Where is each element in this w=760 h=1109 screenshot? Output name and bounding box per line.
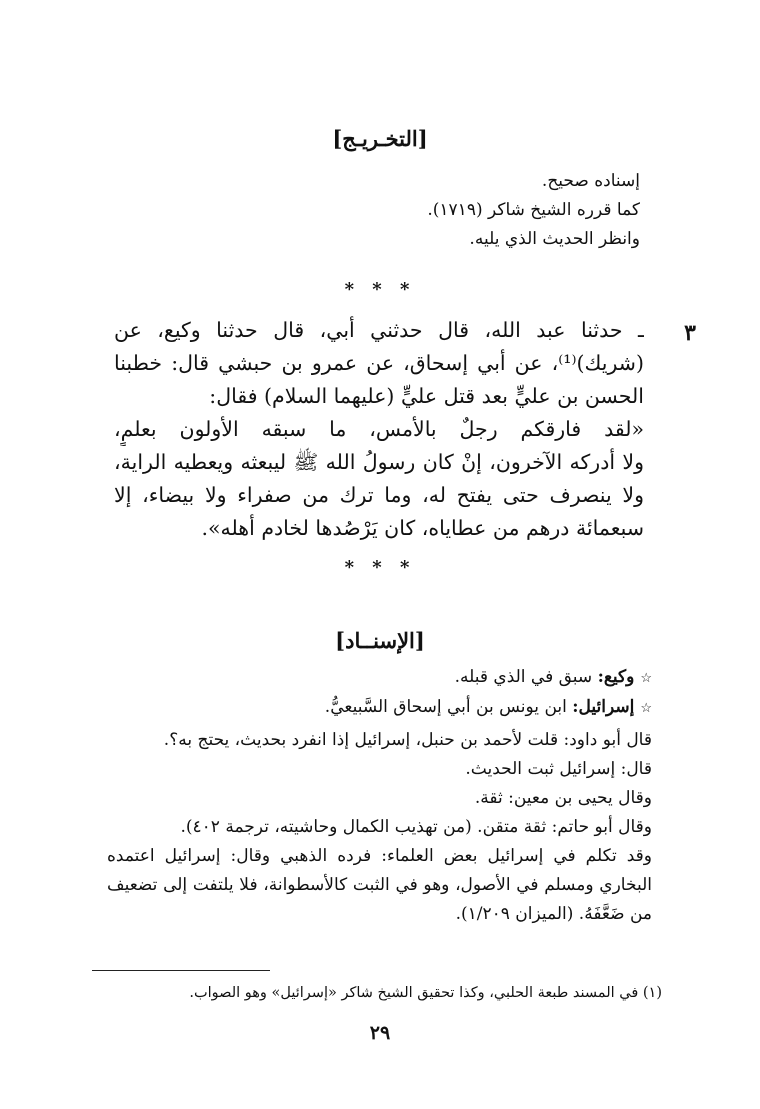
star-bullet-icon: ☆ <box>640 671 652 686</box>
narrator-entry <box>112 664 652 692</box>
takhrij-line: كما قرره الشيخ شاكر (١٧١٩). <box>427 200 640 220</box>
hadith-line: ولا ينصرف حتى يفتح له، وما ترك من صفراء ولا بيضاء، إلا <box>114 483 644 507</box>
footnote: (١) في المسند طبعة الحلبي، وكذا تحقيق الشيخ شاكر «إسرائيل» وهو الصواب. <box>189 985 662 1001</box>
narrator-note: سبق في الذي قبله. <box>454 667 593 687</box>
page-number: ٢٩ <box>369 1022 391 1044</box>
hadith-line: «لقد فارقكم رجلٌ بالأمس، ما سبقه الأولون بعلمٍ، <box>114 417 644 441</box>
takhrij-heading: [التخـريـج] <box>332 126 428 151</box>
narrator-entry <box>112 694 652 722</box>
isnad-line: وقال يحيى بن معين: ثقة. <box>474 788 652 808</box>
isnad-line: من ضَعَّفَهُ. (الميزان ١/٢٠٩). <box>455 904 652 924</box>
hadith-line: ولا أدركه الآخرون، إنْ كان رسولُ الله ﷺ ليبعثه ويعطيه الراية، <box>114 450 644 474</box>
narrator-note: ابن يونس بن أبي إسحاق السَّبيعيُّ. <box>324 697 567 717</box>
takhrij-line: إسناده صحيح. <box>541 171 640 191</box>
hadith-text <box>114 314 644 545</box>
hadith-line: ـ حدثنا عبد الله، قال حدثني أبي، قال حدثنا وكيع، عن <box>114 318 644 342</box>
section-separator: * * * <box>344 279 416 300</box>
narrator-name: إسرائيل: <box>572 697 635 717</box>
hadith-line: (شريك)⁽¹⁾، عن أبي إسحاق، عن عمرو بن حبشي قال: خطبنا <box>114 351 644 375</box>
takhrij-line: وانظر الحديث الذي يليه. <box>469 229 640 249</box>
footnote-divider <box>92 970 270 971</box>
star-bullet-icon: ☆ <box>640 701 652 716</box>
isnad-line: قال: إسرائيل ثبت الحديث. <box>465 759 652 779</box>
isnad-line: وقد تكلم في إسرائيل بعض العلماء: فرده الذهبي وقال: إسرائيل اعتمده <box>107 846 652 866</box>
isnad-line: قال أبو داود: قلت لأحمد بن حنبل، إسرائيل إذا انفرد بحديث، يحتج به؟. <box>163 730 652 750</box>
hadith-line: الحسن بن عليٍّ بعد قتل عليٍّ (عليهما السلام) فقال: <box>209 384 644 408</box>
isnad-line: وقال أبو حاتم: ثقة متقن. (من تهذيب الكمال وحاشيته، ترجمة ٤٠٢). <box>180 817 652 837</box>
isnad-line: البخاري ومسلم في الأصول، وهو في الثبت كالأسطوانة، فلا يلتفت إلى تضعيف <box>107 875 652 895</box>
hadith-number: ٣ <box>684 320 696 346</box>
hadith-line: سبعمائة درهم من عطاياه، كان يَرْصُدها لخادم أهله». <box>201 516 644 540</box>
isnad-text <box>107 726 652 929</box>
narrator-name: وكيع: <box>597 667 635 687</box>
section-separator: * * * <box>344 557 416 578</box>
isnad-heading: [الإسنــاد] <box>335 628 425 653</box>
